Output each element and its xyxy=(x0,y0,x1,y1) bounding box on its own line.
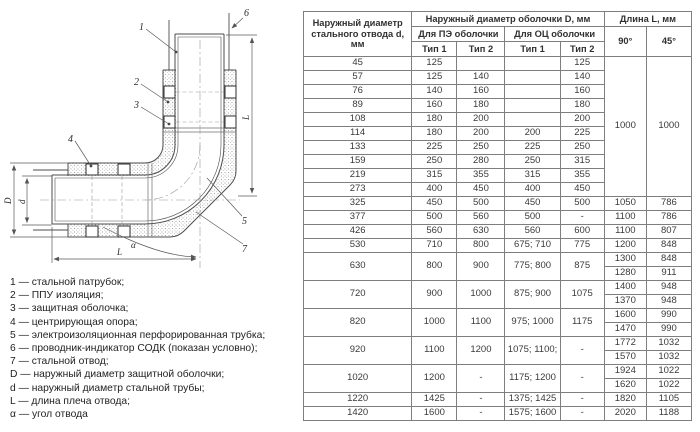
table-cell: 1032 xyxy=(646,337,691,351)
callout-5: 5 xyxy=(242,216,247,227)
table-row xyxy=(304,281,692,295)
table-cell: 775 xyxy=(560,239,604,253)
table-cell: 200 xyxy=(505,127,560,141)
table-cell: 1022 xyxy=(646,379,691,393)
table-cell: 920 xyxy=(304,337,412,365)
table-cell: 1300 xyxy=(604,253,646,267)
spec-table xyxy=(303,11,692,421)
table-cell: 675; 710 xyxy=(505,239,560,253)
table-cell: 990 xyxy=(646,309,691,323)
table-cell: 315 xyxy=(505,169,560,183)
table-cell: 180 xyxy=(457,99,505,113)
table-cell: 500 xyxy=(560,197,604,211)
elbow-diagram xyxy=(0,0,305,273)
table-cell: 948 xyxy=(646,281,691,295)
table-cell: 630 xyxy=(304,253,412,281)
table-cell: 180 xyxy=(412,127,457,141)
table-cell: 225 xyxy=(560,127,604,141)
table-cell: 1188 xyxy=(646,407,691,421)
table-cell: 400 xyxy=(412,183,457,197)
table-row xyxy=(304,393,692,407)
callout-4: 4 xyxy=(68,134,73,145)
table-cell: 911 xyxy=(646,267,691,281)
table-cell: 848 xyxy=(646,239,691,253)
table-cell xyxy=(505,57,560,71)
legend-item: 6 — проводник-индикатор СОДК (показан условно); xyxy=(10,343,258,355)
table-cell: 160 xyxy=(560,85,604,99)
legend-item: D — наружный диаметр защитной оболочки; xyxy=(10,369,225,381)
table-cell xyxy=(505,113,560,127)
table-cell: 280 xyxy=(457,155,505,169)
table-cell: 710 xyxy=(412,239,457,253)
table-cell: - xyxy=(560,337,604,365)
diagram-labels xyxy=(3,8,251,257)
table-cell: 1020 xyxy=(304,365,412,393)
legend-item: L — длина плеча отвода; xyxy=(10,395,130,407)
header-type1-oc: Тип 1 xyxy=(505,42,560,57)
table-cell: 1050 xyxy=(604,197,646,211)
legend-item: 3 — защитная оболочка; xyxy=(10,303,129,315)
callout-7: 7 xyxy=(242,244,247,255)
table-cell: - xyxy=(457,393,505,407)
table-cell: 500 xyxy=(505,211,560,225)
table-cell: 1200 xyxy=(457,337,505,365)
table-row xyxy=(304,253,692,267)
table-cell: 180 xyxy=(412,113,457,127)
spec-table-header xyxy=(304,12,692,57)
table-cell: 180 xyxy=(560,99,604,113)
table-cell: 1600 xyxy=(412,407,457,421)
header-shell-diameter-group: Наружный диаметр оболочки D, мм xyxy=(412,12,604,27)
table-cell: 800 xyxy=(412,253,457,281)
table-cell: 450 xyxy=(457,183,505,197)
table-cell: 1075 xyxy=(560,281,604,309)
callout-3: 3 xyxy=(134,100,139,111)
table-cell: 1575; 1600 xyxy=(505,407,560,421)
table-cell: 1470 xyxy=(604,323,646,337)
table-cell: 786 xyxy=(646,211,691,225)
table-cell: 250 xyxy=(560,141,604,155)
table-cell: 875; 900 xyxy=(505,281,560,309)
table-cell: 426 xyxy=(304,225,412,239)
table-cell: 1425 xyxy=(412,393,457,407)
table-cell: 1570 xyxy=(604,351,646,365)
header-type2-pe: Тип 2 xyxy=(457,42,505,57)
table-cell: 1000 xyxy=(604,57,646,197)
table-cell xyxy=(505,85,560,99)
table-row xyxy=(304,337,692,351)
table-cell: - xyxy=(560,365,604,393)
callout-2: 2 xyxy=(134,77,139,88)
table-cell: 1100 xyxy=(412,337,457,365)
table-cell: 450 xyxy=(505,197,560,211)
table-cell: 250 xyxy=(412,155,457,169)
callout-leaders xyxy=(75,18,243,244)
table-cell: 948 xyxy=(646,295,691,309)
table-cell: 1420 xyxy=(304,407,412,421)
dim-label-d: d xyxy=(17,199,27,204)
legend-item: α — угол отвода xyxy=(10,409,88,421)
table-cell: 1370 xyxy=(604,295,646,309)
table-cell: 1200 xyxy=(604,239,646,253)
table-cell: 560 xyxy=(412,225,457,239)
table-cell: 315 xyxy=(560,155,604,169)
table-cell: 720 xyxy=(304,281,412,309)
angle-label: α xyxy=(131,240,136,250)
table-cell xyxy=(457,57,505,71)
table-cell: 377 xyxy=(304,211,412,225)
header-oc-shell: Для ОЦ оболочки xyxy=(505,27,604,42)
diagram-legend xyxy=(10,276,305,421)
callout-1: 1 xyxy=(139,22,144,33)
header-pe-shell: Для ПЭ оболочки xyxy=(412,27,505,42)
table-cell: 1924 xyxy=(604,365,646,379)
table-cell: 225 xyxy=(505,141,560,155)
table-cell: 89 xyxy=(304,99,412,113)
steel-pipe xyxy=(52,34,224,224)
table-cell: 1000 xyxy=(457,281,505,309)
table-cell: 975; 1000 xyxy=(505,309,560,337)
legend-item: 1 — стальной патрубок; xyxy=(10,277,125,288)
table-row xyxy=(304,365,692,379)
table-cell: 1100 xyxy=(457,309,505,337)
table-cell: 140 xyxy=(412,85,457,99)
table-cell: 355 xyxy=(457,169,505,183)
table-cell: 560 xyxy=(505,225,560,239)
table-cell: 560 xyxy=(457,211,505,225)
table-cell: 600 xyxy=(560,225,604,239)
legend-item: 4 — центрирующая опора; xyxy=(10,316,138,328)
table-cell: 133 xyxy=(304,141,412,155)
table-cell: 1280 xyxy=(604,267,646,281)
table-cell: 76 xyxy=(304,85,412,99)
table-cell: 900 xyxy=(457,253,505,281)
table-cell: - xyxy=(560,393,604,407)
table-cell: 325 xyxy=(304,197,412,211)
table-cell: 1600 xyxy=(604,309,646,323)
header-45deg: 45° xyxy=(646,27,691,57)
table-cell: 1400 xyxy=(604,281,646,295)
table-row xyxy=(304,309,692,323)
table-cell xyxy=(505,71,560,85)
table-cell: 400 xyxy=(505,183,560,197)
table-cell: 125 xyxy=(412,57,457,71)
table-cell: 1772 xyxy=(604,337,646,351)
table-cell: 1100 xyxy=(604,225,646,239)
table-cell: 1620 xyxy=(604,379,646,393)
table-cell: 125 xyxy=(560,57,604,71)
table-cell: 500 xyxy=(412,211,457,225)
table-cell: 250 xyxy=(505,155,560,169)
table-cell: 1820 xyxy=(604,393,646,407)
table-row xyxy=(304,211,692,225)
table-cell: 125 xyxy=(412,71,457,85)
table-cell: 200 xyxy=(560,113,604,127)
header-length-group: Длина L, мм xyxy=(604,12,691,27)
table-cell: 807 xyxy=(646,225,691,239)
table-cell: 1175 xyxy=(560,309,604,337)
table-cell: 1075; 1100; xyxy=(505,337,560,365)
table-cell: 160 xyxy=(457,85,505,99)
dim-label-L-vertical: L xyxy=(241,114,251,120)
table-cell: - xyxy=(560,211,604,225)
legend-item: d — наружный диаметр стальной трубы; xyxy=(10,382,205,394)
table-cell xyxy=(505,99,560,113)
legend-item: 7 — стальной отвод; xyxy=(10,356,109,368)
table-cell: - xyxy=(457,365,505,393)
table-cell: 250 xyxy=(457,141,505,155)
table-cell: 273 xyxy=(304,183,412,197)
table-cell: 1200 xyxy=(412,365,457,393)
table-cell: 530 xyxy=(304,239,412,253)
table-cell: 630 xyxy=(457,225,505,239)
table-cell: - xyxy=(457,407,505,421)
table-cell: 1220 xyxy=(304,393,412,407)
table-cell: 1375; 1425 xyxy=(505,393,560,407)
table-cell: 355 xyxy=(560,169,604,183)
table-cell: 57 xyxy=(304,71,412,85)
table-cell: 140 xyxy=(457,71,505,85)
table-cell: 200 xyxy=(457,113,505,127)
callout-6: 6 xyxy=(244,8,249,19)
table-cell: 114 xyxy=(304,127,412,141)
table-cell: 1105 xyxy=(646,393,691,407)
table-cell: 219 xyxy=(304,169,412,183)
legend-item: 2 — ППУ изоляция; xyxy=(10,290,104,302)
header-90deg: 90° xyxy=(604,27,646,57)
table-cell: 45 xyxy=(304,57,412,71)
table-cell: 1022 xyxy=(646,365,691,379)
table-cell: 200 xyxy=(457,127,505,141)
table-cell: 225 xyxy=(412,141,457,155)
table-row xyxy=(304,407,692,421)
header-type1-pe: Тип 1 xyxy=(412,42,457,57)
table-cell: 500 xyxy=(457,197,505,211)
table-cell: 800 xyxy=(457,239,505,253)
header-steel-diameter: Наружный диаметр стального отвода d, мм xyxy=(304,12,412,57)
header-type2-oc: Тип 2 xyxy=(560,42,604,57)
table-row xyxy=(304,197,692,211)
table-cell: 159 xyxy=(304,155,412,169)
table-row xyxy=(304,57,692,71)
table-cell: 990 xyxy=(646,323,691,337)
table-cell: 848 xyxy=(646,253,691,267)
table-cell: 315 xyxy=(412,169,457,183)
table-cell: 450 xyxy=(412,197,457,211)
table-cell: 1000 xyxy=(412,309,457,337)
table-cell: 1000 xyxy=(646,57,691,197)
spec-table-body xyxy=(304,57,692,421)
table-cell: 160 xyxy=(412,99,457,113)
table-row xyxy=(304,225,692,239)
table-cell: 786 xyxy=(646,197,691,211)
table-cell: 1100 xyxy=(604,211,646,225)
table-cell: 820 xyxy=(304,309,412,337)
dim-label-L-horizontal: L xyxy=(117,247,123,257)
table-cell: 1032 xyxy=(646,351,691,365)
dim-label-D: D xyxy=(3,197,13,204)
table-cell: 140 xyxy=(560,71,604,85)
table-cell: 775; 800 xyxy=(505,253,560,281)
table-cell: 108 xyxy=(304,113,412,127)
legend-item: 5 — электроизоляционная перфорированная трубка; xyxy=(10,329,266,341)
table-cell: 450 xyxy=(560,183,604,197)
table-cell: 2020 xyxy=(604,407,646,421)
table-row xyxy=(304,239,692,253)
table-cell: 875 xyxy=(560,253,604,281)
table-cell: - xyxy=(560,407,604,421)
table-cell: 900 xyxy=(412,281,457,309)
table-cell: 1175; 1200 xyxy=(505,365,560,393)
